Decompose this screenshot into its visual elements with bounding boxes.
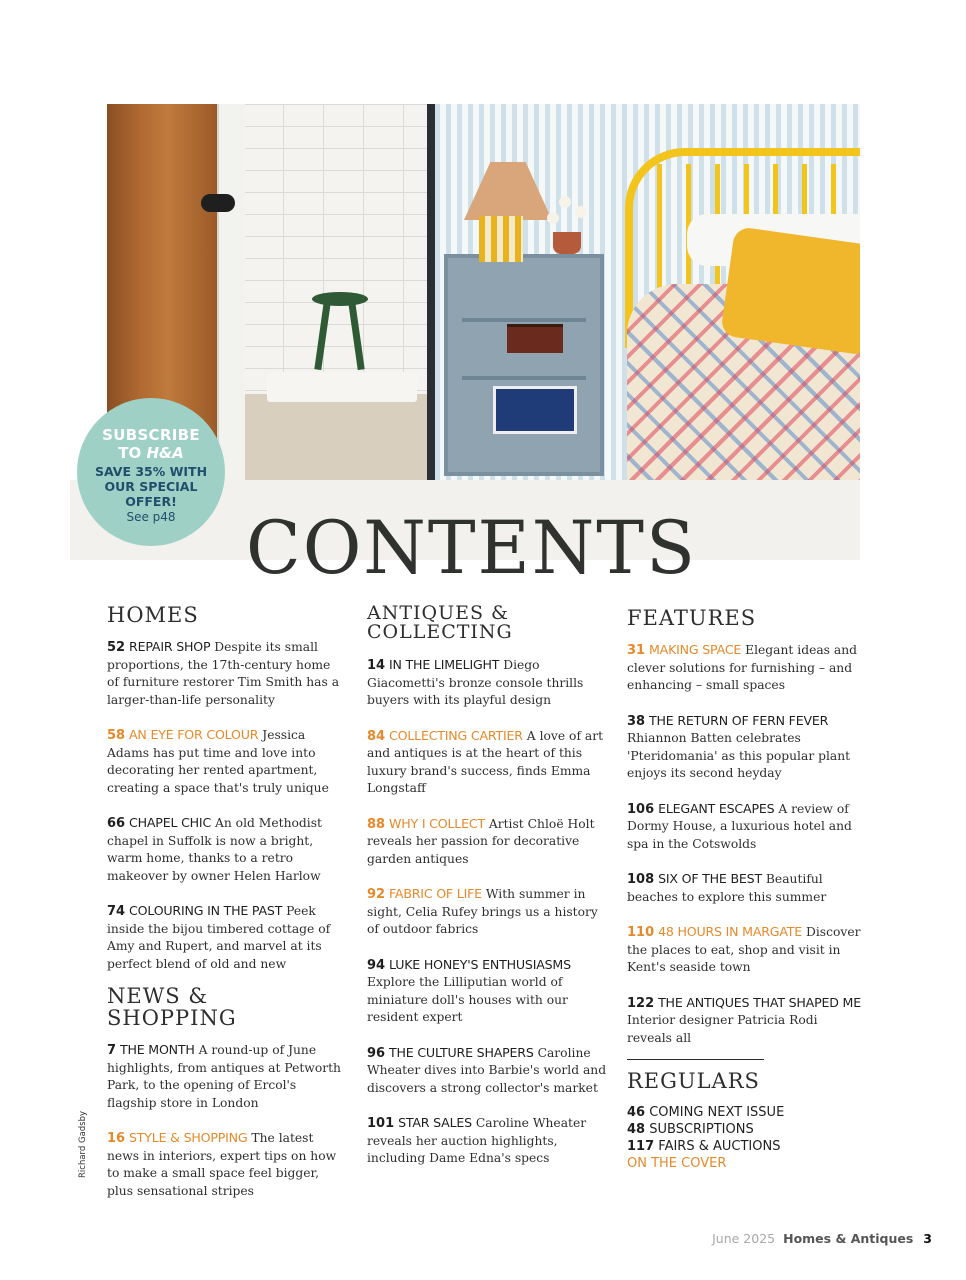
entry-page-number: 16 (107, 1131, 126, 1146)
magazine-name: Homes & Antiques (783, 1231, 914, 1246)
entry-description: Peek inside the bijou timbered cottage of Amy and Rupert, and marvel at its perfect blend of old and new (107, 904, 331, 971)
toc-entry[interactable] (367, 656, 607, 710)
toc-entry[interactable] (107, 1041, 345, 1112)
lamp-base (479, 216, 523, 262)
yellow-shell-pillow (720, 226, 860, 356)
entry-page-number: 31 (627, 643, 646, 658)
entry-description: A review of Dormy House, a luxurious hotel and spa in the Cotswolds (627, 801, 852, 851)
entry-headline: MAKING SPACE (649, 642, 742, 657)
entry-description: Elegant ideas and clever solutions for furnishing – and enhancing – small spaces (627, 643, 858, 692)
toc-entry[interactable] (367, 1044, 607, 1098)
photo-credit: Richard Gadsby (78, 1110, 88, 1178)
entry-page-number: 66 (107, 816, 126, 831)
orchid-pot (553, 232, 581, 254)
entry-page-number: 94 (367, 957, 386, 973)
regulars-item[interactable] (627, 1121, 863, 1138)
nightstand-shelf (462, 318, 586, 322)
entry-description: Discover the places to eat, shop and visit in Kent's seaside town (627, 925, 861, 974)
regulars-label: COMING NEXT ISSUE (649, 1105, 785, 1120)
orchid-flower (547, 212, 559, 224)
on-the-cover-label[interactable]: ON THE COVER (627, 1156, 727, 1171)
entry-description: Caroline Wheater dives into Barbie's world and discovers a strong collector's market (367, 1045, 607, 1095)
regulars-item[interactable] (627, 1138, 863, 1155)
entry-description: A round-up of June highlights, from antiques at Petworth Park, to the opening of Ercol's flagship store in London (107, 1043, 341, 1110)
toc-entry[interactable] (367, 956, 607, 1027)
entry-description: Diego Giacometti's bronze console thrills buyers with its playful design (367, 658, 584, 707)
badge-line-2 (77, 444, 225, 462)
entry-headline: SIX OF THE BEST (658, 871, 762, 886)
section-title-line: ANTIQUES & (367, 602, 509, 624)
entry-page-number: 46 (627, 1105, 646, 1120)
column-features-regulars (627, 607, 863, 1172)
regulars-list (627, 1104, 863, 1172)
green-stool (312, 292, 368, 306)
toc-entry[interactable] (367, 815, 607, 869)
toc-entry[interactable] (107, 814, 345, 885)
door-edge (427, 104, 435, 480)
door-knob (201, 194, 235, 212)
regulars-item[interactable] (627, 1104, 863, 1121)
toc-entry[interactable] (627, 800, 863, 854)
page-footer (712, 1231, 932, 1246)
entry-description: Beautiful beaches to explore this summer (627, 872, 827, 904)
entry-headline: 48 HOURS IN MARGATE (658, 924, 803, 939)
regulars-label: FAIRS & AUCTIONS (658, 1139, 781, 1154)
toc-entry[interactable] (367, 727, 607, 798)
section-title-features: FEATURES (627, 606, 757, 630)
entry-page-number: 58 (107, 728, 126, 743)
orchid-flower (559, 196, 571, 208)
entry-headline: AN EYE FOR COLOUR (129, 727, 259, 742)
entry-headline: THE RETURN OF FERN FEVER (649, 712, 829, 728)
toc-entry[interactable] (107, 902, 345, 973)
entry-headline: WHY I COLLECT (389, 815, 485, 831)
books (507, 324, 563, 353)
page-number: 3 (923, 1231, 932, 1246)
toc-entry[interactable] (107, 726, 345, 797)
entry-page-number: 88 (367, 816, 386, 832)
section-title-news: NEWS & SHOPPING (107, 984, 237, 1030)
entry-headline: ELEGANT ESCAPES (658, 800, 775, 816)
badge-line-1: SUBSCRIBE (102, 426, 200, 444)
entry-description: The latest news in interiors, expert tips on how to make a small space feel bigger, plus sensational stripes (107, 1131, 337, 1198)
entry-headline: THE MONTH (119, 1042, 195, 1057)
entry-headline: STYLE & SHOPPING (129, 1130, 248, 1145)
entry-headline: COLOURING IN THE PAST (129, 903, 283, 918)
decorative-box (493, 386, 577, 434)
nightstand (444, 254, 604, 476)
section-title-homes: HOMES (107, 603, 199, 627)
entry-page-number: 74 (107, 904, 126, 919)
section-title-regulars: REGULARS (627, 1069, 760, 1093)
entry-description: Interior designer Patricia Rodi reveals all (627, 1013, 818, 1045)
entry-description: Despite its small proportions, the 17th-century home of furniture restorer Tim Smith has a larger-than-life personality (107, 640, 340, 707)
page-title: CONTENTS (246, 506, 697, 591)
entry-page-number: 110 (627, 925, 655, 940)
regulars-label: SUBSCRIPTIONS (649, 1122, 754, 1137)
entry-page-number: 122 (627, 995, 655, 1011)
bath-mat (267, 372, 417, 402)
entry-page-number: 52 (107, 640, 126, 655)
entry-page-number: 84 (367, 728, 386, 744)
entry-headline: IN THE LIMELIGHT (389, 657, 500, 672)
door-frame (217, 104, 245, 480)
badge-offer: SAVE 35% WITH OUR SPECIAL OFFER! (94, 464, 208, 509)
entry-page-number: 38 (627, 713, 646, 729)
entry-page-number: 101 (367, 1116, 395, 1131)
toc-entry[interactable] (627, 641, 863, 695)
toc-entry[interactable] (367, 1114, 607, 1168)
entry-page-number: 14 (367, 658, 386, 673)
entry-headline: COLLECTING CARTIER (389, 727, 523, 743)
entry-headline: THE ANTIQUES THAT SHAPED ME (658, 994, 861, 1010)
column-antiques (367, 604, 607, 1185)
badge-brand: H&A (146, 444, 184, 462)
hero-photo (107, 104, 860, 480)
entry-page-number: 96 (367, 1045, 386, 1061)
toc-entry[interactable] (627, 870, 863, 906)
section-title-antiques (367, 604, 607, 642)
divider (627, 1059, 764, 1060)
entry-description: Explore the Lilliputian world of miniature doll's houses with our resident expert (367, 975, 568, 1024)
entry-page-number: 117 (627, 1139, 655, 1154)
toc-entry[interactable] (627, 994, 863, 1048)
entry-page-number: 106 (627, 801, 655, 817)
entry-description: Rhiannon Batten celebrates 'Pteridomania' as this popular plant enjoys its second heyday (627, 731, 851, 780)
section-title-line: COLLECTING (367, 621, 513, 643)
toc-entry[interactable] (627, 923, 863, 977)
toc-entry[interactable] (367, 885, 607, 939)
entry-headline: REPAIR SHOP (129, 639, 211, 654)
entry-headline: THE CULTURE SHAPERS (389, 1044, 534, 1060)
entry-description: With summer in sight, Celia Rufey brings us a history of outdoor fabrics (367, 887, 598, 936)
entry-page-number: 48 (627, 1122, 646, 1137)
entry-headline: CHAPEL CHIC (129, 815, 212, 830)
entry-description: Jessica Adams has put time and love into decorating her rented apartment, creating a space that's truly unique (107, 728, 329, 795)
entry-headline: LUKE HONEY'S ENTHUSIASMS (389, 956, 571, 972)
toc-entry[interactable] (627, 712, 863, 783)
issue-date: June 2025 (712, 1231, 776, 1246)
entry-headline: STAR SALES (398, 1115, 472, 1130)
entry-description: Artist Chloë Holt reveals her passion for decorative garden antiques (367, 816, 595, 866)
toc-entry[interactable] (107, 1129, 345, 1200)
entry-description: Caroline Wheater reveals her auction highlights, including Dame Edna's specs (367, 1116, 587, 1165)
entry-page-number: 108 (627, 872, 655, 887)
toc-entry[interactable] (107, 638, 345, 709)
subscribe-badge[interactable] (77, 398, 225, 546)
entry-page-number: 7 (107, 1043, 117, 1058)
column-homes-news (107, 604, 345, 1217)
badge-see-page: See p48 (126, 510, 176, 524)
entry-description: A love of art and antiques is at the heart of this luxury brand's success, finds Emma Longstaff (367, 728, 604, 795)
entry-headline: FABRIC OF LIFE (389, 886, 482, 901)
shower-tiles (243, 104, 429, 394)
orchid-flower (575, 206, 587, 218)
entry-description: An old Methodist chapel in Suffolk is now a bright, warm home, thanks to a retro makeover by owner Helen Harlow (107, 816, 322, 883)
nightstand-shelf (462, 376, 586, 380)
entry-page-number: 92 (367, 887, 386, 902)
badge-to: TO (118, 444, 147, 462)
